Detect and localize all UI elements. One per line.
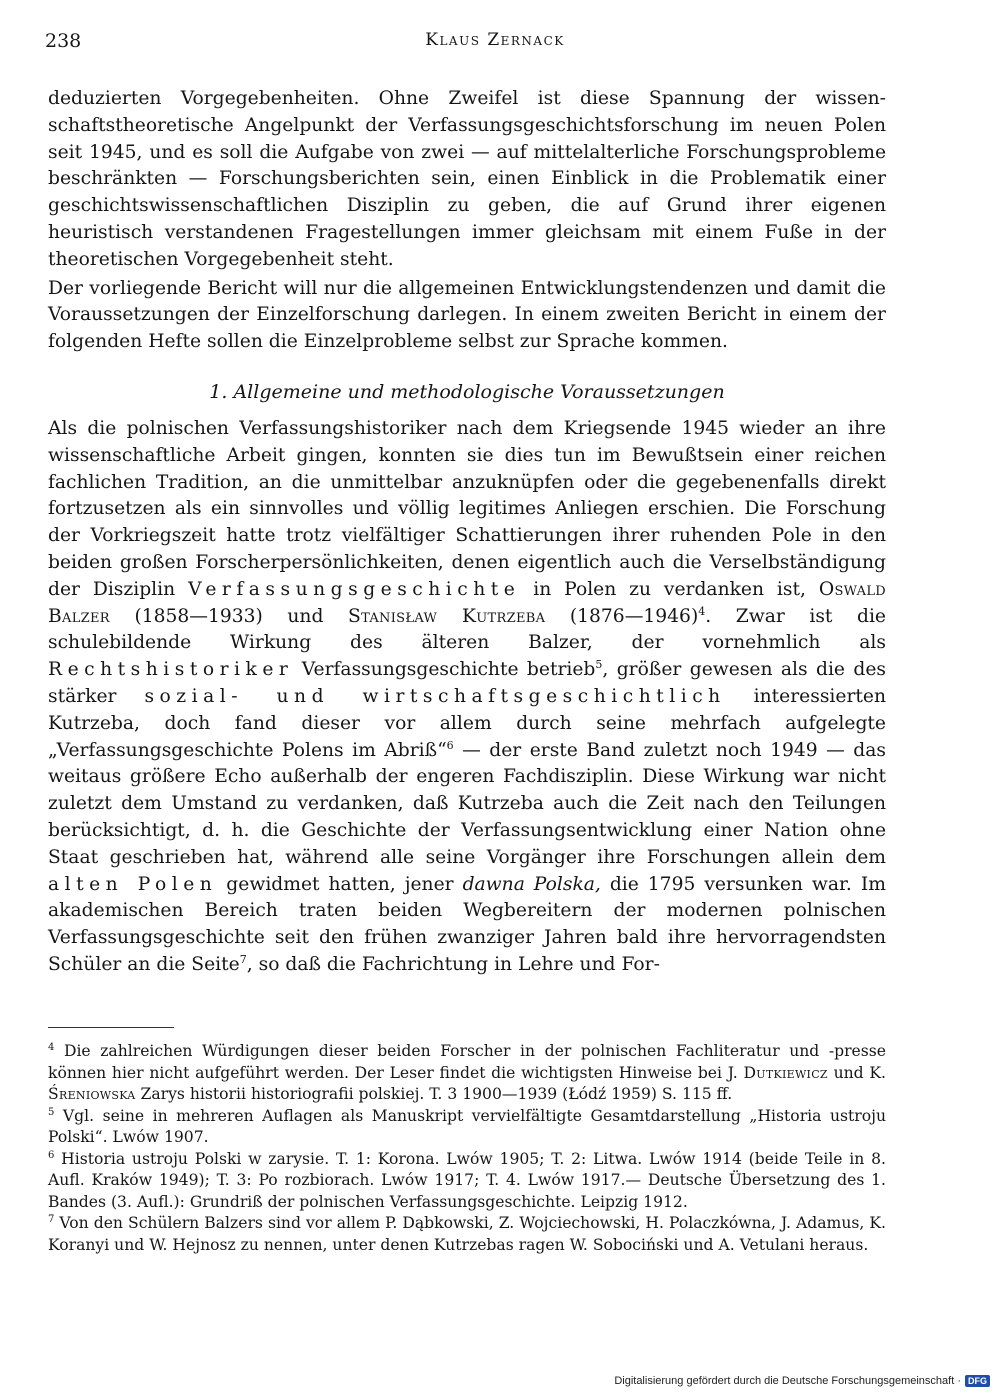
- dfg-logo: DFG: [965, 1375, 990, 1387]
- author-name: Oswald Balzer: [48, 578, 887, 627]
- footnote-4: $^4$ Die zahlreichen Würdigungen dieser beiden Forscher in der polnischen Fachliteratur und -presse können hier nicht aufgeführt werden. Der Leser findet die wichtigsten Hinweise bei J. Dutkiewicz und K. Śreniowska Zarys historii historiografii polskiej. T. 3 1900—1939 (Łódź 1959) S. 115 ff.: [48, 1041, 886, 1103]
- footnote-ref[interactable]: 6: [446, 738, 454, 752]
- spaced-term: Rechtshistoriker: [48, 659, 294, 681]
- spaced-term: sozial- und wirtschaftsgeschichtlich: [144, 685, 726, 707]
- paragraph-2: Der vorliegende Bericht will nur die allgemeinen Entwicklungstendenzen und damit die Voraussetzungen der Einzelforschung darlegen. In einem zweiten Bericht in einem der folgenden Hefte sollen die Einzelprobleme selbst zur Sprache kommen.: [48, 277, 886, 353]
- footnote-ref[interactable]: 5: [595, 657, 603, 671]
- footnote-6: $^6$ Historia ustroju Polski w zarysie. T. 1: Korona. Lwów 1905; T. 2: Litwa. Lwów 1914 (beide Teile in 8. Aufl. Kraków 1949); T. 3: Po rozbiorach. Lwów 1917; T. 4. Lwów 1917.— Deutsche Übersetzung des 1. Bandes (3. Aufl.): Grundriß der polnischen Verfassungsgeschichte. Leipzig 1912.: [48, 1149, 886, 1211]
- footnote-ref[interactable]: 4: [698, 604, 706, 618]
- footnote-7: $^7$ Von den Schülern Balzers sind vor allem P. Dąbkowski, Z. Wojciechowski, H. Polaczkówna, J. Adamus, K. Koranyi und W. Hejnosz zu nennen, unter denen Kutrzebas ragen W. Sobociński und A. Vetulani heraus.: [48, 1213, 886, 1254]
- credit-text: Digitalisierung gefördert durch die Deutsche Forschungsgemeinschaft ·: [614, 1375, 961, 1387]
- footnote-5: $^5$ Vgl. seine in mehreren Auflagen als Manuskript vervielfältigte Gesamtdarstellung „Historia ustroju Polski“. Lwów 1907.: [48, 1106, 886, 1146]
- italic-term: dawna Polska,: [462, 873, 601, 895]
- section-heading: 1. Allgemeine und methodologische Voraussetzungen: [209, 380, 725, 403]
- footnote-divider: [48, 1027, 174, 1028]
- footnote-ref[interactable]: 7: [239, 952, 247, 966]
- spaced-term: Verfassungsgeschichte: [188, 578, 521, 600]
- paragraph-1: deduzierten Vorgegebenheiten. Ohne Zweifel ist diese Spannung der wissenschaftstheoretische Angelpunkt der Verfassungsgeschichtsforschung im neuen Polen seit 1945, und es soll die Aufgabe von zwei — auf mittelalterliche Forschungsprobleme beschränkten — Forschungsberichten sein, einen Einblick in die Problematik einer geschichtswissenschaftlichen Disziplin zu geben, die auf Grund ihrer eigenen heuristisch verstandenen Fragestellungen immer gleichsam mit einem Fuße in der theoretischen Vorgegebenheit steht.: [48, 88, 886, 270]
- running-title: Klaus Zernack: [425, 30, 565, 50]
- author-name: Stanisław Kutrzeba: [347, 605, 546, 627]
- page-header: [45, 30, 945, 60]
- footnotes: [48, 1041, 886, 1256]
- page-number: 238: [45, 30, 82, 52]
- paragraph-3: Als die polnischen Verfassungshistoriker nach dem Kriegsende 1945 wieder an ihre wissenschaftliche Arbeit gingen, konnten sie dies tun im Bewußtsein einer reichen fachlichen Tradition, an die unmittelbar anzuknüpfen oder die gegebenenfalls direkt fortzusetzen als ein sinnvolles und völlig legitimes Anliegen erschien. Die Forschung der Vorkriegszeit hatte trotz vielfältiger Schattierungen ihrer ruhenden Pole in den beiden großen Forscherpersönlichkeiten, denen eigentlich auch die Verselbständigung der Disziplin Verfassungsgeschichte in Polen zu verdanken ist, Oswald Balzer (1858—1933) und Stanisław Kutrzeba (1876—1946)$^4$. Zwar ist die schulebildende Wirkung des älteren Balzer, der vornehmlich als Rechtshistoriker Verfassungsgeschichte betrieb$^5$, größer gewesen als die des stärker sozial- und wirtschaftsgeschichtlich interessierten Kutrzeba, doch fand dieser vor allem durch seine mehrfach aufgelegte „Verfassungsgeschichte Polens im Abriß“$^6$ — der erste Band zuletzt noch 1949 — das weitaus größere Echo außerhalb der engeren Fachdisziplin. Diese Wirkung war nicht zuletzt dem Umstand zu verdanken, daß Kutrzeba auch die Zeit nach den Teilungen berücksichtigt, d. h. die Geschichte der Verfassungsentwicklung einer Nation ohne Staat geschrieben hat, während alle seine Vorgänger ihre Forschungen allein dem alten Polen gewidmet hatten, jener dawna Polska, die 1795 versunken war. Im akademischen Bereich traten beiden Wegbereitern der modernen polnischen Verfassungsgeschichte seit den frühen zwanziger Jahren bald ihre hervorragendsten Schüler an die Seite$^7$, so daß die Fachrichtung in Lehre und For-: [48, 417, 887, 975]
- spaced-term: alten Polen: [48, 873, 218, 895]
- digitization-credit: [614, 1375, 990, 1387]
- main-text: [48, 86, 886, 979]
